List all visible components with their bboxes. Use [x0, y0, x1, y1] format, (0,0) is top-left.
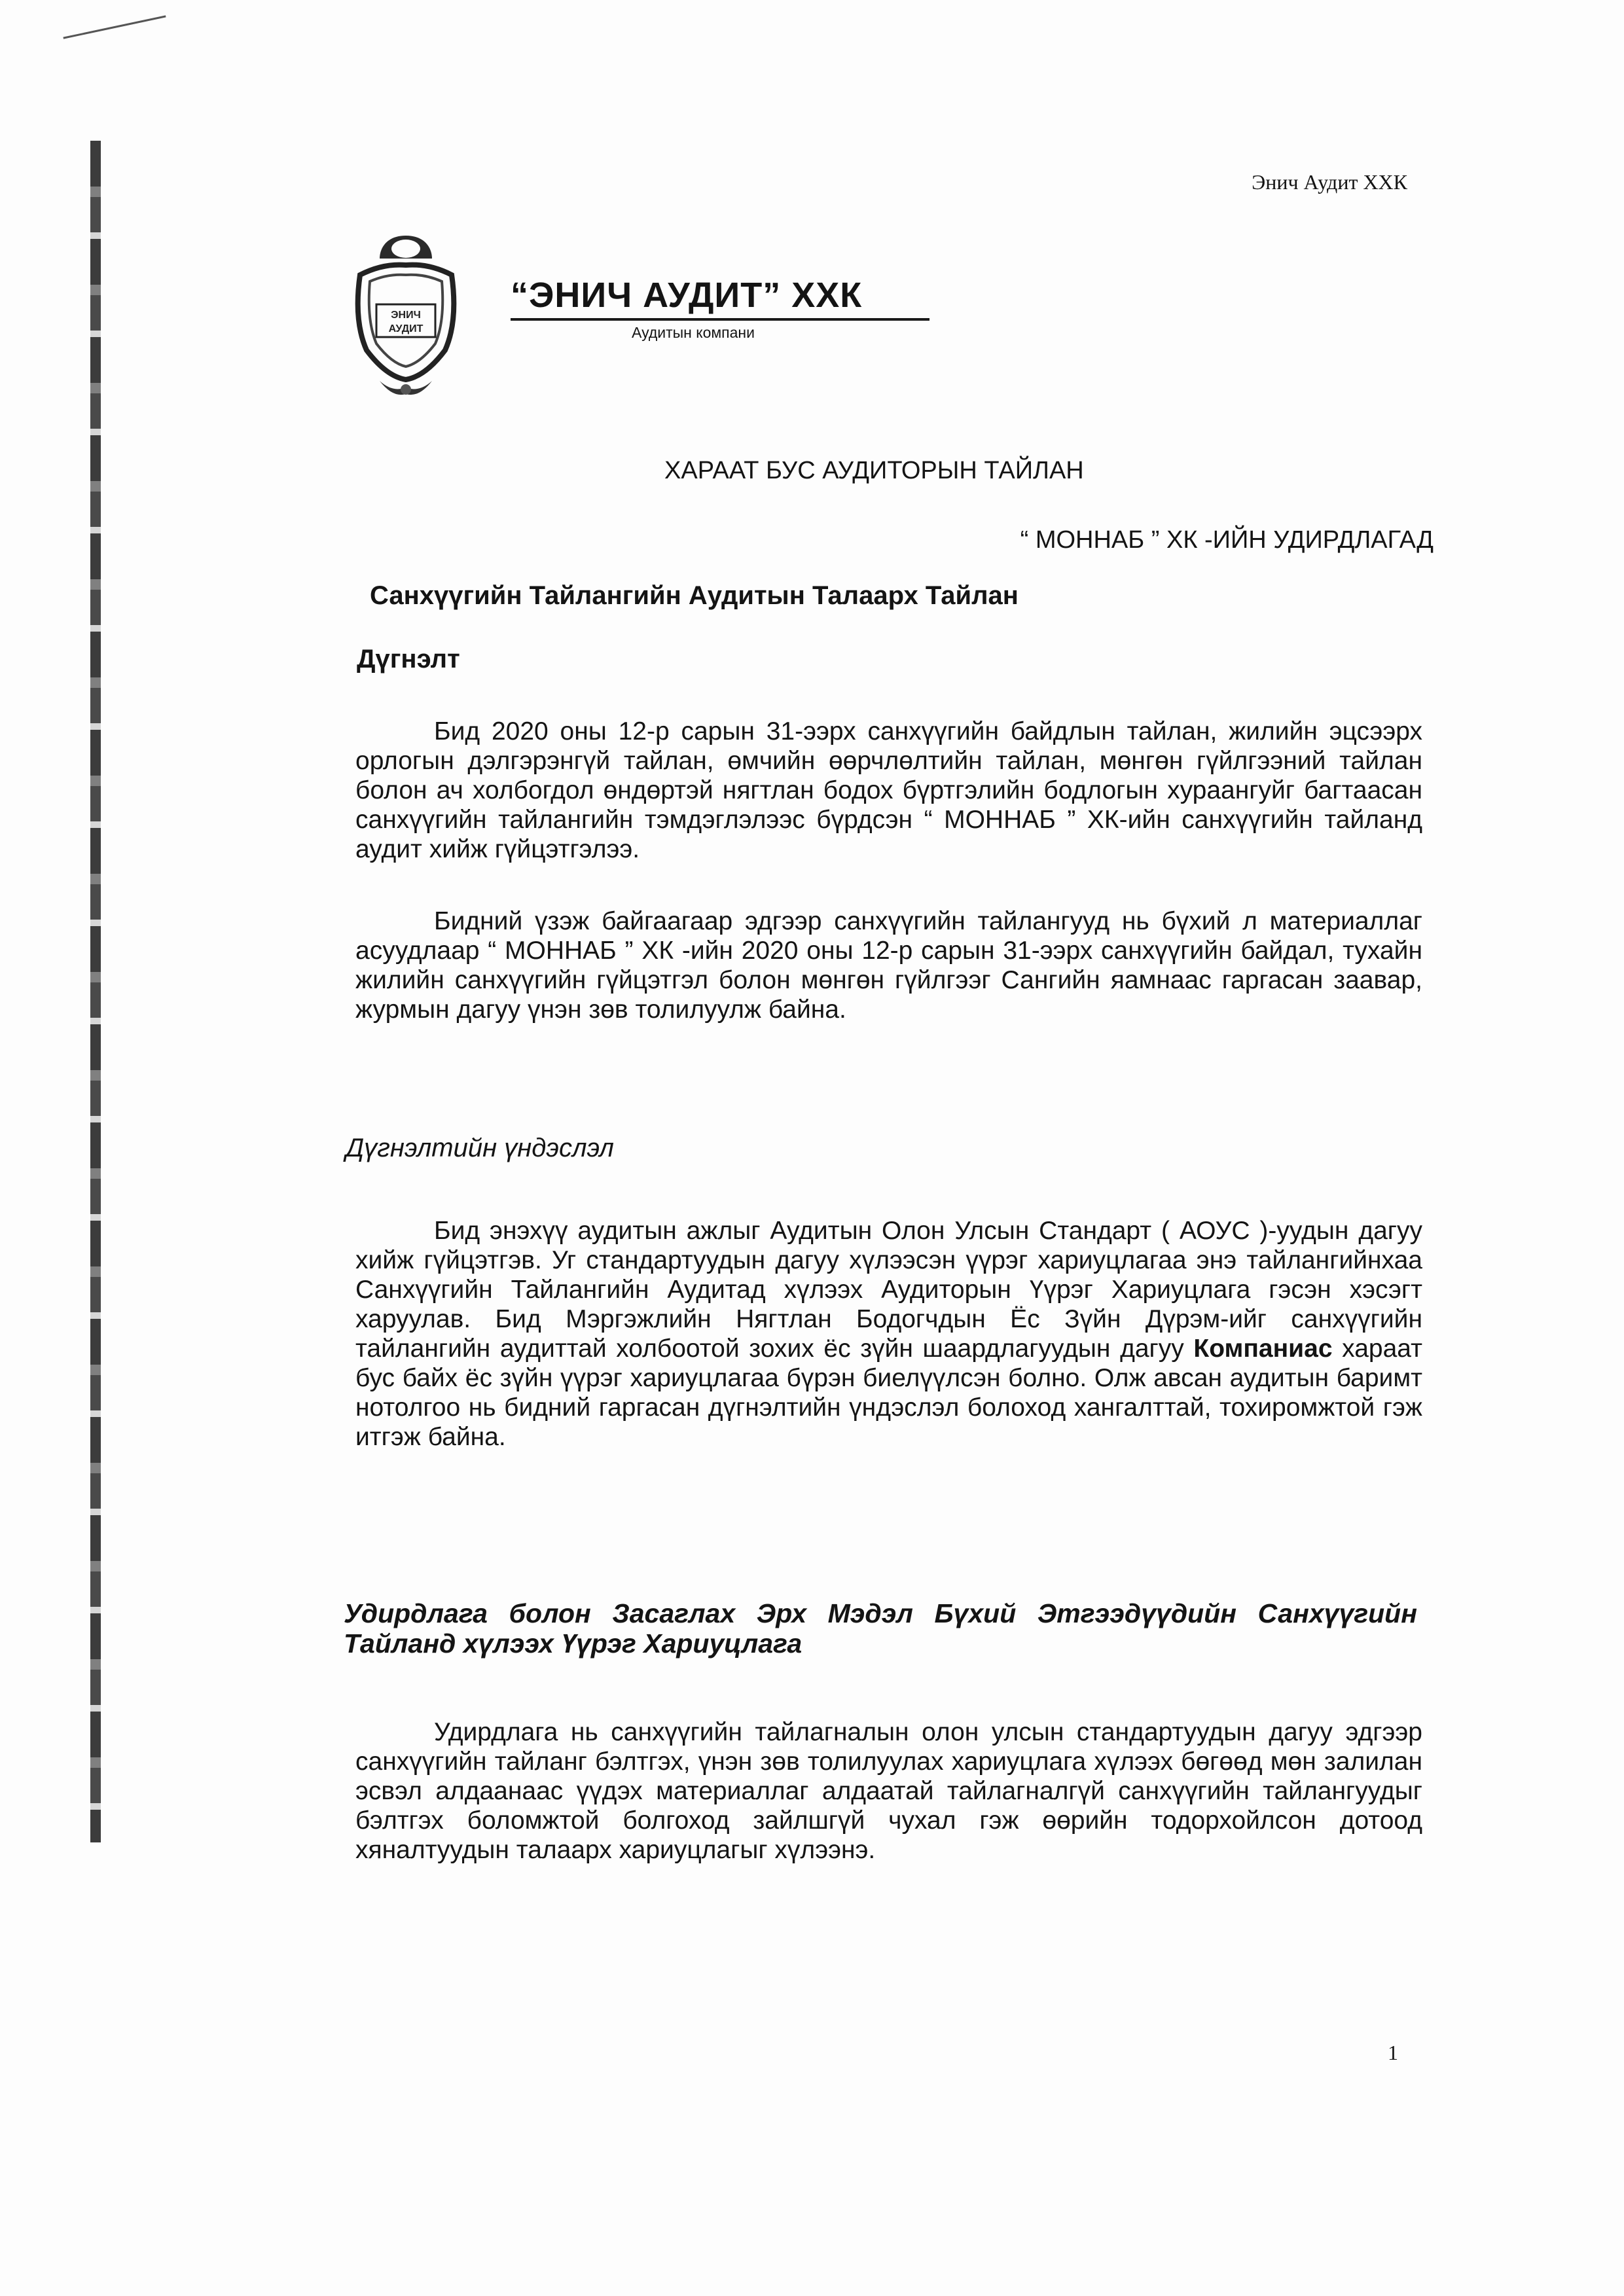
section-title: Санхүүгийн Тайлангийн Аудитын Талаарх Тайлан	[370, 581, 1019, 610]
scan-artifact-line	[63, 15, 166, 39]
management-paragraph: Удирдлага нь санхүүгийн тайлагналын олон улсын стандартуудын дагуу эдгээр санхүүгийн тайланг бэлтгэх, үнэн зөв толилуулах хариуцлага хүлээх бөгөөд мөн залилан эсвэл алдаанаас үүдэх материаллаг алдаатай тайлагналгүй санхүүгийн тайлангуудыг бэлтгэх боломжтой болгоход зайлшгүй чухал гэж өөрийн тодорхойлсон дотоод хяналтуудын талаарх хариуцлагыг хүлээнэ.	[355, 1718, 1422, 1864]
addressee: “ МОННАБ ” ХК -ИЙН УДИРДЛАГАД	[1020, 526, 1434, 554]
basis-heading: Дүгнэлтийн үндэслэл	[346, 1134, 614, 1162]
scan-binding-edge	[90, 141, 101, 1842]
management-heading: Удирдлага болон Засаглах Эрх Мэдэл Бүхий Этгээдүүдийн Санхүүгийн Тайланд хүлээх Үүрэг Хариуцлага	[344, 1598, 1417, 1659]
svg-text:АУДИТ: АУДИТ	[388, 323, 424, 334]
basis-text-end: хараат бус байх ёс зүйн үүрэг хариуцлагаа бүрэн биелүүлсэн болно. Олж авсан аудитын баримт нотолгоо нь бидний гаргасан дүгнэлтийн үндэслэл болоход хангалттай, тохиромжтой гэж итгэж байна.	[355, 1335, 1422, 1451]
company-subtitle: Аудитын компани	[632, 324, 755, 341]
opinion-paragraph-1: Бид 2020 оны 12-р сарын 31-ээрх санхүүгийн байдлын тайлан, жилийн эцсээрх орлогын дэлгэрэнгүй тайлан, өмчийн өөрчлөлтийн тайлан, мөнгөн гүйлгээний тайлан болон ач холбогдол өндөртэй нягтлан бодох бүртгэлийн бодлогын хураангуйг багтаасан санхүүгийн тайлангийн тэмдэглэлээс бүрдсэн “ МОННАБ ” ХК-ийн санхүүгийн тайланд аудит хийж гүйцэтгэлээ.	[355, 717, 1422, 863]
basis-bold-company: Компаниас	[1193, 1335, 1333, 1363]
enich-audit-emblem-icon	[340, 229, 471, 399]
report-title: ХАРААТ БУС АУДИТОРЫН ТАЙЛАН	[664, 457, 1084, 484]
basis-paragraph	[355, 1216, 1422, 1452]
opinion-heading: Дүгнэлт	[357, 645, 460, 673]
company-name: “ЭНИЧ АУДИТ” ХХК	[511, 275, 929, 321]
running-header: Энич Аудит ХХК	[1252, 170, 1407, 194]
opinion-paragraph-2: Бидний үзэж байгаагаар эдгээр санхүүгийн тайлангууд нь бүхий л материаллаг асуудлаар “ МОННАБ ” ХК -ийн 2020 оны 12-р сарын 31-ээрх санхүүгийн байдал, тухайн жилийн санхүүгийн гүйцэтгэл болон мөнгөн гүйлгээг Сангийн яамнаас гаргасан заавар, журмын дагуу үнэн зөв толилуулж байна.	[355, 907, 1422, 1024]
page-number: 1	[1388, 2041, 1398, 2064]
svg-text:ЭНИЧ: ЭНИЧ	[391, 310, 421, 321]
basis-text-start: Бид энэхүү аудитын ажлыг Аудитын Олон Улсын Стандарт ( АОУС )-уудын дагуу хийж гүйцэтгэв. Уг стандартуудын дагуу хүлээсэн үүрэг хариуцлагаа энэ тайлангийнхаа Санхүүгийн Тайлангийн Аудитад хүлээх Аудиторын Үүрэг Хариуцлага гэсэн хэсэгт харуулав. Бид Мэргэжлийн Нягтлан Бодогчдын Ёс Зүйн Дүрэм-ийг санхүүгийн тайлангийн аудиттай холбоотой зохих ёс зүйн шаардлагуудын дагуу	[355, 1217, 1422, 1363]
